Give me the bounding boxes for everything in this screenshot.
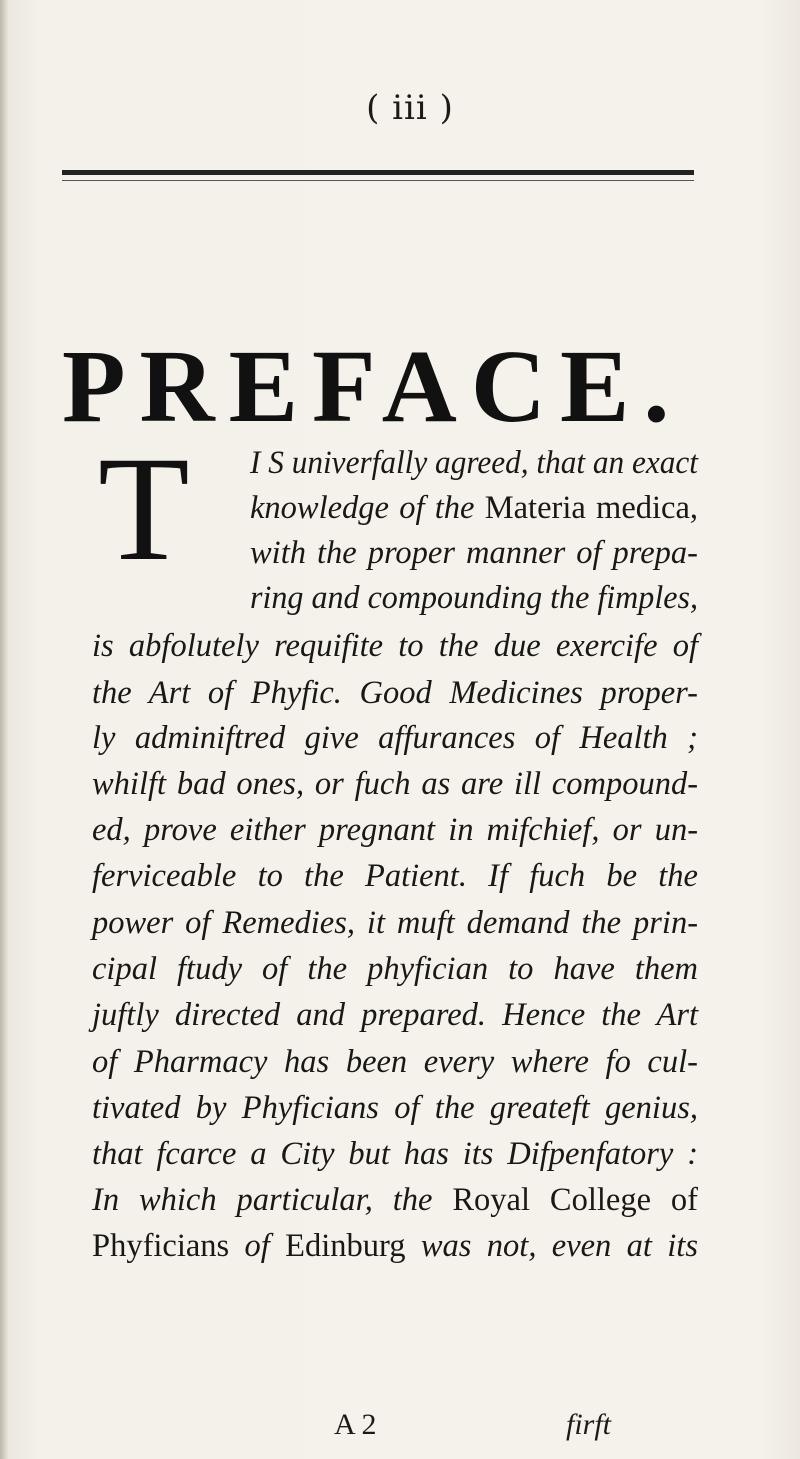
text-segment-italic: with the proper manner of prepa- <box>250 535 698 571</box>
text-line <box>92 1228 698 1265</box>
text-line <box>92 1136 698 1173</box>
text-segment-italic: that fcarce a City but has its Difpenfatory : <box>92 1136 699 1172</box>
text-segment-italic: ring and compounding the fimples, <box>250 580 698 616</box>
text-segment-italic: was not, even at its <box>405 1228 698 1264</box>
text-line <box>92 1044 698 1081</box>
text-line <box>92 1090 698 1127</box>
text-line <box>92 812 698 849</box>
text-segment-italic: of <box>229 1228 286 1264</box>
preface-heading: PREFACE. <box>62 329 684 444</box>
text-line <box>250 490 698 527</box>
text-line <box>250 535 698 572</box>
text-segment-roman: Phyficians <box>92 1228 230 1264</box>
text-line <box>250 445 698 482</box>
text-line <box>92 628 698 665</box>
text-line <box>92 858 698 895</box>
text-line <box>92 1182 698 1219</box>
catchword: firft <box>566 1408 612 1441</box>
text-segment-roman: Edinburg <box>285 1228 406 1264</box>
text-line <box>92 997 698 1034</box>
page-footer <box>0 1408 800 1448</box>
signature-mark: A 2 <box>334 1408 377 1441</box>
text-segment-italic: ly adminiftred give affurances of Health ; <box>92 720 698 756</box>
text-segment-italic: whilft bad ones, or fuch as are ill compound- <box>92 766 699 802</box>
text-segment-italic: ed, prove either pregnant in mifchief, or un- <box>92 812 699 848</box>
text-line <box>92 766 698 803</box>
text-segment-italic: the Art of Phyfic. Good Medicines proper- <box>92 675 698 711</box>
text-line <box>92 675 698 712</box>
drop-cap: T <box>98 426 190 592</box>
text-line <box>92 951 698 988</box>
text-line <box>92 720 698 757</box>
text-line <box>250 580 698 617</box>
text-segment-italic: ferviceable to the Patient. If fuch be the <box>92 858 698 894</box>
text-segment-italic: cipal ftudy of the phyfician to have them <box>92 951 699 987</box>
text-segment-italic: In which particular, the <box>92 1182 453 1218</box>
text-segment-roman: Royal College of <box>452 1182 698 1218</box>
text-segment-italic: knowledge of the <box>250 490 485 526</box>
text-line <box>92 905 698 942</box>
text-segment-italic: of Pharmacy has been every where fo cul- <box>92 1044 698 1080</box>
text-segment-italic: I S univerfally agreed, that an exact <box>250 445 699 481</box>
text-segment-italic: juftly directed and prepared. Hence the Art <box>92 997 699 1033</box>
text-segment-italic: power of Remedies, it muft demand the prin- <box>92 905 699 941</box>
text-segment-italic: tivated by Phyficians of the greateft genius, <box>92 1090 698 1126</box>
page-number: ( iii ) <box>366 88 454 128</box>
text-segment-italic: is abfolutely requifite to the due exercife of <box>92 628 699 664</box>
text-segment-roman: Materia medica, <box>484 490 699 526</box>
